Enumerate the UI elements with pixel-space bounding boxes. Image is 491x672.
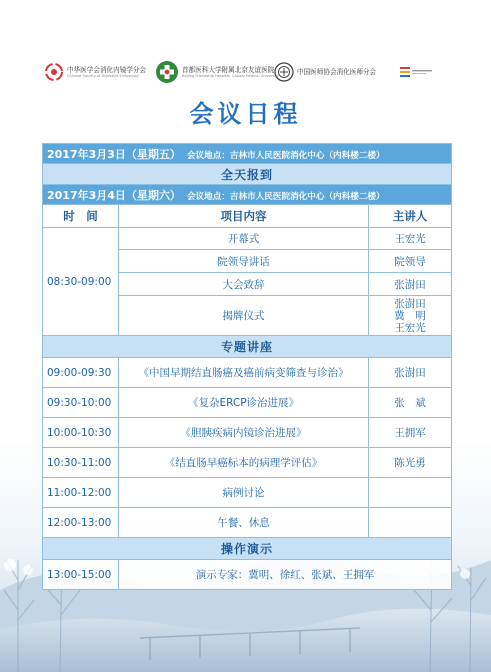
page-title: 会议日程 <box>189 100 302 128</box>
row-speaker: 陈光勇 <box>369 448 452 478</box>
row-time: 10:30-11:00 <box>43 448 119 478</box>
speaker-name: 张澍田 <box>394 297 426 310</box>
column-header-row <box>43 205 452 228</box>
logo-2-name: 首都医科大学附属北京友谊医院 <box>182 65 275 74</box>
section-row <box>43 538 452 560</box>
row-item: 院领导讲话 <box>119 250 369 273</box>
table-row <box>43 448 452 478</box>
row-time: 12:00-13:00 <box>43 508 119 538</box>
day1-date: 2017年3月3日（星期五） <box>47 147 181 161</box>
logo-2-en: Beijing Friendship Hospital, Capital Medical University <box>182 73 279 78</box>
section-demo-label: 操作演示 <box>43 538 452 560</box>
column-header-time: 时 间 <box>43 205 119 228</box>
opening-time: 08:30-09:00 <box>43 228 119 336</box>
row-time: 11:00-12:00 <box>43 478 119 508</box>
table-row <box>43 358 452 388</box>
table-row <box>43 228 452 250</box>
speaker-name: 王宏光 <box>394 321 426 334</box>
day2-date: 2017年3月4日（星期六） <box>47 188 181 202</box>
circle-arrows-logo-icon <box>44 62 64 82</box>
hospital-cross-logo-icon <box>155 60 179 84</box>
day1-bar <box>43 144 452 164</box>
logo-digestive-endoscopy <box>44 58 147 86</box>
sponsor-logos <box>0 58 491 86</box>
section-lectures-label: 专题讲座 <box>43 336 452 358</box>
logo-1-name: 中华医学会消化内镜学分会 <box>67 65 147 74</box>
row-time: 10:00-10:30 <box>43 418 119 448</box>
table-row <box>43 508 452 538</box>
flag-stripes-logo-icon <box>398 65 434 79</box>
table-row <box>43 388 452 418</box>
row-item: 午餐、休息 <box>119 508 369 538</box>
logo-3-name: 中国医师协会消化医师分会 <box>297 68 377 76</box>
row-item: 《结直肠早癌标本的病理学评估》 <box>119 448 369 478</box>
seal-logo-icon <box>274 62 294 82</box>
row-item: 开幕式 <box>119 228 369 250</box>
checkin-label: 全天报到 <box>43 164 452 185</box>
row-speaker: 张 斌 <box>369 388 452 418</box>
column-header-item: 项目内容 <box>119 205 369 228</box>
table-row <box>43 418 452 448</box>
row-time: 09:00-09:30 <box>43 358 119 388</box>
row-speaker: 院领导 <box>369 250 452 273</box>
day2-bar <box>43 185 452 205</box>
row-time: 13:00-15:00 <box>43 560 119 590</box>
row-item: 演示专家：冀明、徐红、张斌、王拥军 <box>119 560 452 590</box>
row-speaker: 张澍田 <box>369 358 452 388</box>
day2-venue: 会议地点：吉林市人民医院消化中心（内科楼二楼） <box>186 191 385 202</box>
logo-fourth <box>398 58 438 86</box>
row-time: 09:30-10:00 <box>43 388 119 418</box>
schedule-table <box>42 143 452 590</box>
row-item: 《复杂ERCP诊治进展》 <box>119 388 369 418</box>
column-header-speaker: 主讲人 <box>369 205 452 228</box>
row-speaker <box>369 478 452 508</box>
table-row <box>43 478 452 508</box>
logo-1-en: Chinese Society of Digestive Endoscopy <box>67 73 139 78</box>
row-item: 揭牌仪式 <box>119 296 369 336</box>
row-item: 《中国早期结直肠癌及癌前病变筛查与诊治》 <box>119 358 369 388</box>
row-speaker: 王宏光 <box>369 228 452 250</box>
row-speaker: 张澍田 <box>369 273 452 296</box>
table-row <box>43 560 452 590</box>
day1-venue: 会议地点：吉林市人民医院消化中心（内科楼二楼） <box>186 150 385 161</box>
row-speaker <box>369 508 452 538</box>
row-speaker: 王拥军 <box>369 418 452 448</box>
section-row <box>43 336 452 358</box>
row-item: 病例讨论 <box>119 478 369 508</box>
logo-physicians-association <box>274 58 379 86</box>
row-item: 大会致辞 <box>119 273 369 296</box>
row-speakers <box>369 296 452 336</box>
checkin-row <box>43 164 452 185</box>
logo-friendship-hospital <box>155 58 279 86</box>
row-item: 《胆胰疾病内镜诊治进展》 <box>119 418 369 448</box>
speaker-name: 冀 明 <box>394 309 426 322</box>
